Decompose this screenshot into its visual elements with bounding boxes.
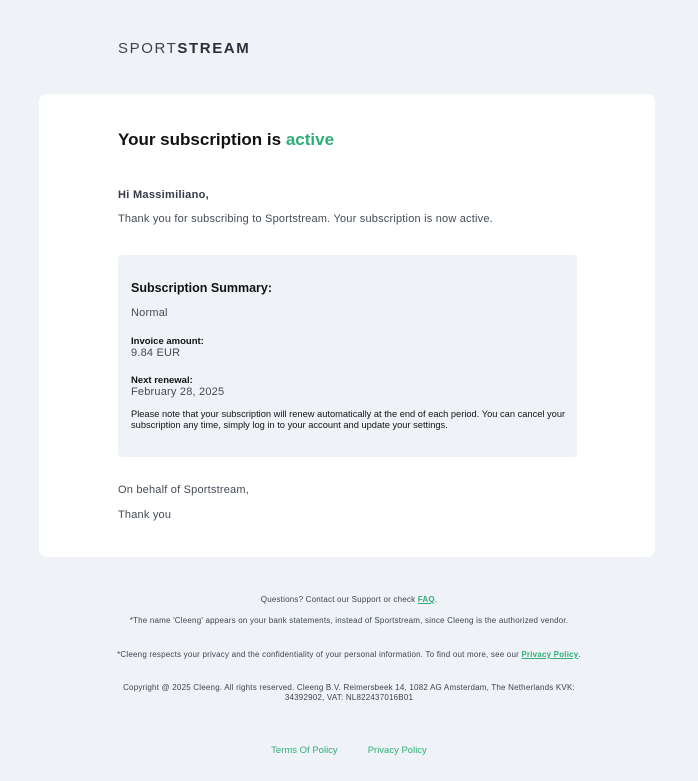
summary-title: Subscription Summary: — [131, 281, 272, 295]
subscription-summary — [118, 255, 577, 457]
footer-copyright: Copyright @ 2025 Cleeng. All rights reserved. Cleeng B.V. Reimersbeek 14, 1082 AG Amsterdam, The Netherlands KVK: 34392902, VAT: NL822437016B01 — [123, 683, 575, 702]
invoice-label: Invoice amount: — [131, 336, 204, 347]
invoice-value: 9.84 EUR — [131, 347, 181, 359]
brand-logo-bold: STREAM — [177, 40, 251, 57]
brand-logo-light: SPORT — [118, 40, 178, 57]
faq-link[interactable]: FAQ — [417, 595, 435, 604]
intro-text: Thank you for subscribing to Sportstream. Your subscription is now active. — [118, 213, 493, 225]
title-prefix: Your subscription is — [118, 130, 286, 149]
support-text: Questions? Contact our Support or check — [260, 595, 418, 604]
page-title — [118, 130, 334, 150]
greeting: Hi Massimiliano, — [118, 189, 209, 201]
privacy-policy-link[interactable]: Privacy Policy — [521, 650, 579, 659]
renewal-value: February 28, 2025 — [131, 386, 225, 398]
support-suffix: . — [434, 595, 438, 604]
privacy-suffix: . — [578, 650, 581, 659]
email-card — [39, 94, 655, 557]
closing-line: On behalf of Sportstream, — [118, 484, 249, 496]
plan-name: Normal — [131, 307, 168, 319]
renewal-note: Please note that your subscription will renew automatically at the end of each period. You can cancel your subscription any time, simply log in to your account and update your settings. — [131, 409, 566, 430]
footer-support — [110, 595, 588, 605]
status-active: active — [285, 130, 335, 149]
bottom-privacy-link[interactable]: Privacy Policy — [367, 745, 427, 756]
privacy-text: *Cleeng respects your privacy and the confidentiality of your personal information. To find out more, see our — [117, 650, 522, 659]
bottom-links — [0, 745, 698, 756]
renewal-label: Next renewal: — [131, 375, 193, 386]
brand-logo — [118, 40, 250, 57]
closing-thanks: Thank you — [118, 509, 172, 521]
footer-privacy — [110, 650, 588, 660]
footer-cleeng-note: *The name 'Cleeng' appears on your bank statements, instead of Sportstream, since Cleeng is the authorized vendor. — [129, 616, 569, 625]
terms-link[interactable]: Terms Of Policy — [271, 745, 338, 756]
